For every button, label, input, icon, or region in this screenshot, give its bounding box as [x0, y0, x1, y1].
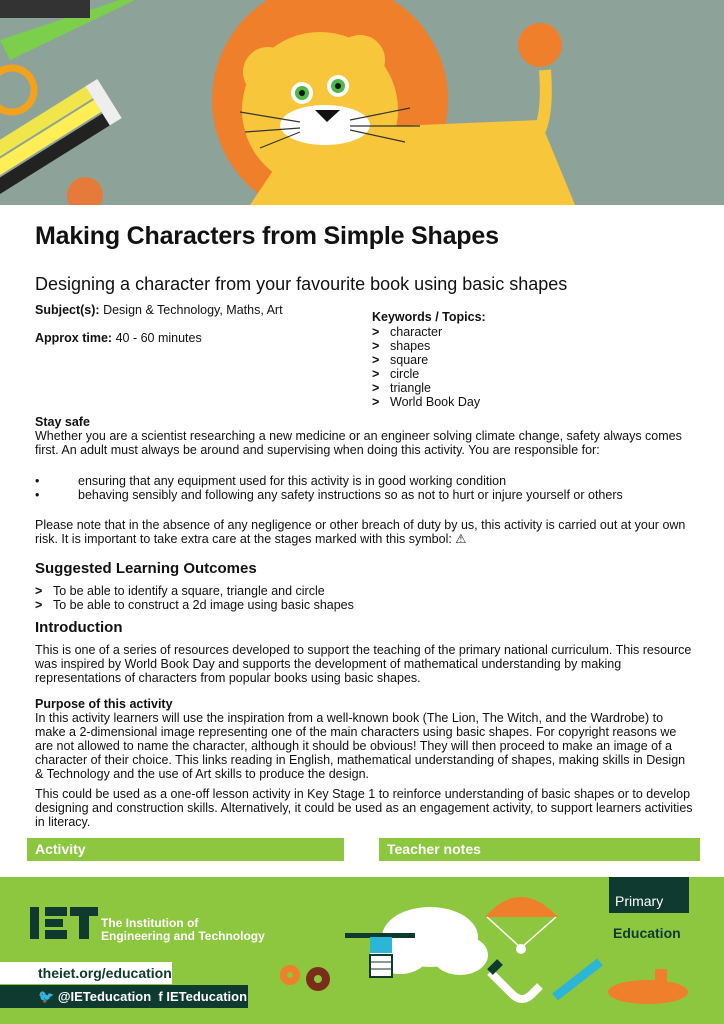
keywords-title: Keywords / Topics:: [372, 310, 486, 324]
subjects: [35, 303, 283, 317]
pencil-icon: [555, 962, 600, 997]
iet-logo-icon: [30, 907, 98, 939]
footer: [0, 877, 724, 1024]
keyword-item: > circle: [372, 367, 420, 381]
outcomes-list: [35, 584, 354, 612]
purpose-title: Purpose of this activity: [35, 697, 173, 711]
hero-image: [0, 0, 724, 205]
website-link[interactable]: theiet.org/education: [0, 962, 172, 984]
page-title: Making Characters from Simple Shapes: [35, 222, 499, 250]
purpose-section: [35, 697, 695, 781]
stay-safe-section: [35, 415, 695, 457]
institution-name: The Institution of Engineering and Technology: [101, 916, 265, 943]
twitter-handle[interactable]: @IETeducation: [57, 989, 152, 1004]
intro-text: This is one of a series of resources developed to support the teaching of the primary national curriculum. This resource was inspired by World Book Day and supports the development of mathematical understanding by making representations of characters from popular books using basic shapes.: [35, 643, 692, 685]
time-value: 40 - 60 minutes: [115, 331, 202, 345]
keywords-block: [372, 310, 486, 409]
lion-craft-illustration: [0, 0, 724, 205]
subjects-value: Design & Technology, Maths, Art: [103, 303, 283, 317]
activity-bar: Activity: [27, 838, 344, 861]
list-item: > To be able to construct a 2d image using basic shapes: [35, 598, 354, 612]
outcomes-title: Suggested Learning Outcomes: [35, 560, 257, 577]
gears-icon: [280, 965, 330, 991]
approx-time: [35, 331, 202, 345]
keyword-item: > World Book Day: [372, 395, 481, 409]
list-item: • behaving sensibly and following any safety instructions so as not to hurt or injure yourself or others: [35, 488, 623, 502]
parachute-icon: [485, 897, 558, 954]
twitter-icon: 🐦: [38, 989, 55, 1004]
facebook-handle[interactable]: IETeducation: [166, 989, 248, 1004]
oneoff-text: This could be used as a one-off lesson activity in Key Stage 1 to reinforce understanding of basic shapes or to develop designing and construction skills. Alternatively, it could be used as an engagement activity, to support learners activities in literacy.: [35, 787, 693, 829]
facebook-icon: f: [158, 989, 163, 1004]
teacher-notes-bar: Teacher notes: [379, 838, 700, 861]
stay-safe-text: Whether you are a scientist researching a new medicine or an engineer solving climate change, safety always comes first. An adult must always be around and supervising when doing this activity. You are responsible for:: [35, 429, 682, 457]
page-subtitle: Designing a character from your favourite book using basic shapes: [35, 274, 568, 294]
list-item: > To be able to identify a square, triangle and circle: [35, 584, 325, 598]
keyword-item: > square: [372, 353, 429, 367]
keyword-item: > triangle: [372, 381, 431, 395]
magnet-icon: [490, 962, 540, 999]
subjects-label: Subject(s):: [35, 303, 100, 317]
keyword-item: > character: [372, 325, 443, 339]
education-label: Education: [613, 925, 681, 941]
keyword-item: > shapes: [372, 339, 431, 353]
purpose-text: In this activity learners will use the inspiration from a well-known book (The Lion, The Witch, and the Wardrobe) to make a 2-dimensional image representing one of the main characters using basic shapes. For copyright reasons we are not allowed to name the character, although it should be obvious! They will then proceed to make an image of a character of their choice. This links reading in English, mathematical understanding of shapes, making skills in Design & Technology and the use of Art skills to produce the design.: [35, 711, 686, 781]
submarine-icon: [608, 969, 688, 1004]
time-label: Approx time:: [35, 331, 113, 345]
disclaimer: Please note that in the absence of any negligence or other breach of duty by us, this activity is carried out at your own risk. It is important to take extra care at the stages marked with this symbol: ⚠: [35, 518, 686, 546]
safety-bullets: [35, 474, 623, 502]
intro-title: Introduction: [35, 619, 123, 636]
primary-badge: Primary: [609, 877, 689, 913]
social-links: [0, 985, 248, 1008]
stay-safe-title: Stay safe: [35, 415, 90, 429]
list-item: • ensuring that any equipment used for this activity is in good working condition: [35, 474, 507, 488]
